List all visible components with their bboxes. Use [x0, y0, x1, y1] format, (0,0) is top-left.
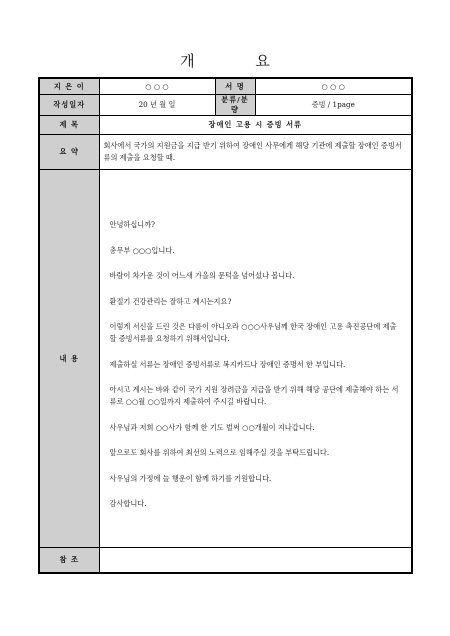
- letter-paragraph: 이렇게 서신을 드린 것은 다름이 아니오라 ○○○사우님께 한국 장애인 고용 촉진공단에 제출할 증빙서류를 요청하기 위해서입니다.: [109, 322, 397, 344]
- letter-paragraph: 아시고 계시는 바와 같이 국가 지원 장려금을 지급을 받기 위해 해당 공단에 제출해야 하는 서류로 ○○월 ○○일까지 제출하여 주시길 바랍니다.: [109, 385, 399, 407]
- letter-paragraph: 제출하실 서류는 장애인 증빙서류로 복지카드나 장애인 증명서 한 부입니다.: [109, 359, 346, 369]
- content-label: 내 용: [39, 170, 99, 548]
- letter-paragraph: 바람이 차가운 것이 어느새 가을의 문턱을 넘어섰나 봅니다.: [109, 271, 295, 281]
- letter-paragraph: 감사합니다.: [109, 499, 147, 509]
- letter-paragraph: 사우님의 가정에 늘 행운이 함께 하기를 기원합니다.: [109, 473, 272, 483]
- summary-label: 요 약: [39, 135, 99, 170]
- subject-row: [39, 116, 412, 135]
- reference-label: 참 조: [39, 548, 99, 574]
- letter-paragraph: 앞으로도 회사를 위하여 최선의 노력으로 임해주실 것을 부탁드립니다.: [109, 448, 330, 458]
- summary-value: 회사에서 국가의 지원금을 지급 받기 위하여 장애인 사무에게 해당 기관에 제출할 장애인 증빙서류의 제출을 요청할 때.: [99, 135, 412, 170]
- letter-paragraph: 환절기 건강관리는 잘하고 계시는지요?: [109, 296, 232, 306]
- content-row: [39, 170, 412, 548]
- subject-value: 장애인 고용 시 증빙 서류: [99, 116, 412, 135]
- signer-value: ○ ○ ○: [255, 78, 412, 95]
- author-value: ○ ○ ○: [99, 78, 215, 95]
- summary-row: [39, 135, 412, 170]
- date-label: 작성일자: [39, 95, 99, 116]
- letter-paragraph: 사우님과 저희 ○○사가 함께 한 기도 벌써 ○○개월이 지나갑니다.: [109, 422, 315, 432]
- content-body: [99, 170, 412, 548]
- subject-label: 제 목: [39, 116, 99, 135]
- reference-row: [39, 548, 412, 574]
- reference-value: [99, 548, 412, 574]
- category-label: 분류/분량: [215, 95, 255, 116]
- page-title: 개 요: [180, 52, 298, 70]
- signer-label: 서 명: [215, 78, 255, 95]
- author-label: 지 은 이: [39, 78, 99, 95]
- letter-body: [104, 193, 408, 510]
- summary-form-table: [38, 77, 413, 574]
- category-value: 증빙 / 1page: [255, 95, 412, 116]
- letter-paragraph: 안녕하십니까?: [109, 220, 156, 230]
- letter-paragraph: 총무부 ○○○입니다.: [109, 245, 175, 255]
- date-row: [39, 95, 412, 116]
- date-value: 20 년 월 일: [99, 95, 215, 116]
- author-row: [39, 78, 412, 95]
